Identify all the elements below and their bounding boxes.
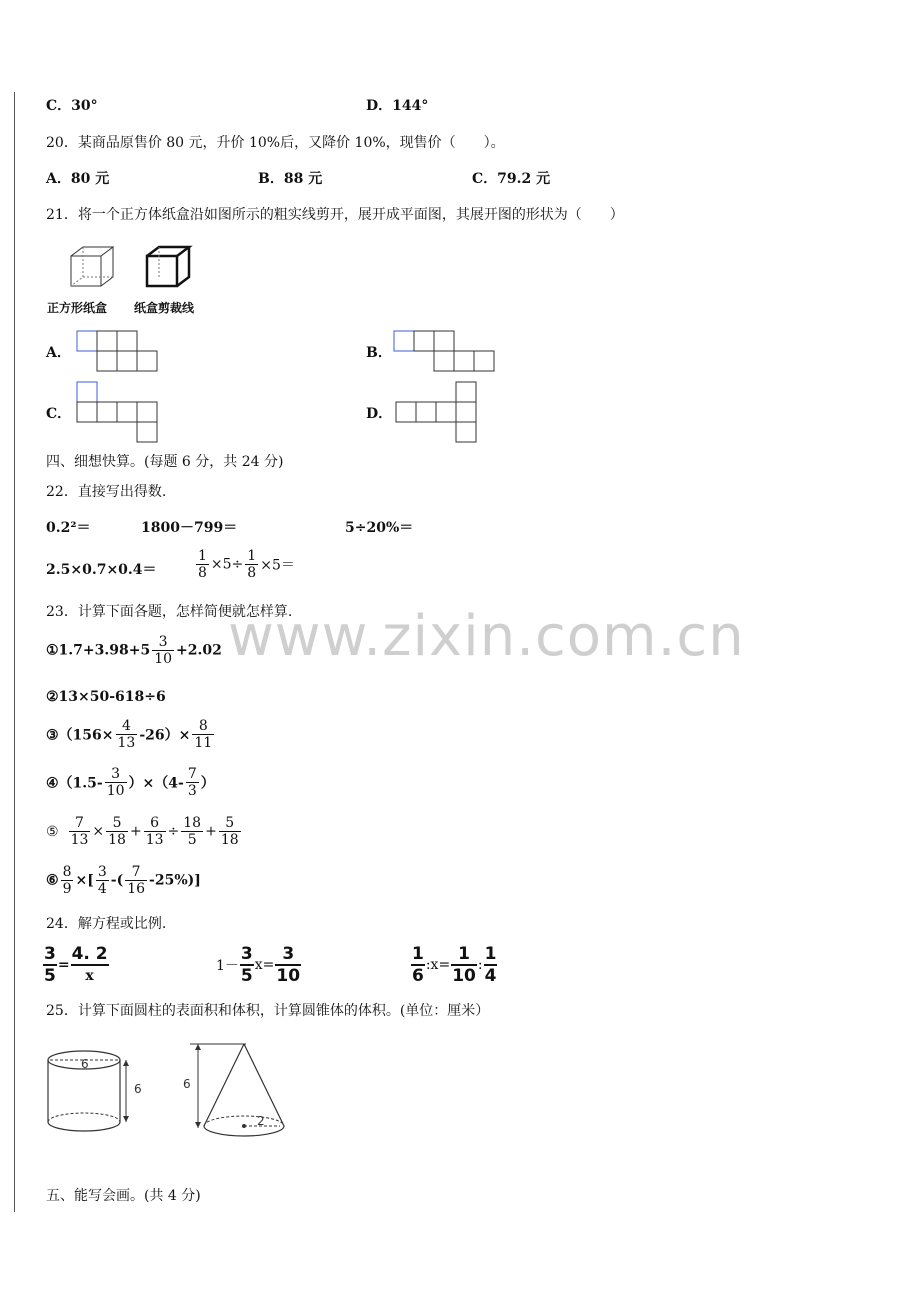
q22-expr-4: 2.5×0.7×0.4＝	[46, 562, 157, 578]
q21-option-a-label: A．	[46, 345, 71, 361]
q19-option-c: C．30°	[46, 98, 98, 114]
q21-net-c	[76, 381, 160, 445]
fraction: $\frac{3}{10}$	[154, 634, 173, 667]
fraction: $\frac{7}{16}$	[127, 864, 146, 897]
fraction: $\frac{5}{18}$	[220, 815, 239, 848]
fraction: 4. 2 x	[71, 944, 108, 984]
q24-stem: 24．解方程或比例.	[46, 916, 167, 932]
q24-equation-1: $\frac{3}{5}$ = 4. 2 x	[44, 944, 108, 986]
fraction: $\frac{1}{10}$	[452, 944, 476, 986]
q21-option-c-label: C．	[46, 406, 72, 422]
fraction: $\frac{1}{4}$	[484, 944, 497, 986]
cylinder-diameter-label: 6	[81, 1057, 89, 1071]
q22-expr-3: 5÷20%＝	[345, 520, 414, 536]
fraction: $\frac{3}{10}$	[276, 944, 301, 986]
section-5-heading: 五、能写会画。(共 4 分)	[46, 1188, 201, 1204]
fraction: $\frac{3}{5}$	[44, 944, 56, 986]
cube-cut-lines-figure	[146, 246, 192, 288]
q25-stem: 25．计算下面圆柱的表面积和体积，计算圆锥体的体积。(单位：厘米）	[46, 1003, 490, 1019]
cone-radius-label: 2	[257, 1114, 265, 1128]
q21-stem: 21．将一个正方体纸盒沿如图所示的粗实线剪开，展开成平面图，其展开图的形状为（ ）	[46, 207, 624, 223]
section-4-heading: 四、细想快算。(每题 6 分，共 24 分)	[46, 454, 284, 470]
q20-option-a: A．80 元	[46, 171, 110, 187]
fraction: $\frac{1}{8}$	[198, 548, 207, 581]
fraction: $\frac{7}{3}$	[187, 766, 197, 799]
q20-stem: 20．某商品原售价 80 元，升价 10%后，又降价 10%，现售价（ ）。	[46, 135, 505, 151]
q20-option-b: B．88 元	[258, 171, 323, 187]
q21-net-d	[395, 381, 479, 445]
q19-option-d: D．144°	[366, 98, 429, 114]
q21-option-b-label: B．	[366, 345, 392, 361]
fraction: $\frac{18}{5}$	[183, 815, 202, 848]
q23-stem: 23．计算下面各题，怎样简便就怎样算.	[46, 604, 293, 620]
q22-expr-5: $\frac{1}{8}$ ×5÷ $\frac{1}{8}$ ×5＝	[198, 548, 295, 581]
fraction: $\frac{8}{9}$	[62, 864, 72, 897]
fraction: $\frac{1}{6}$	[412, 944, 424, 986]
fraction: $\frac{1}{8}$	[247, 548, 257, 581]
fraction: $\frac{6}{13}$	[145, 815, 164, 848]
q23-item-5: ⑤ $\frac{7}{13}$ × $\frac{5}{18}$ + $\frac{6}{13}$ ÷ $\frac{18}{5}$ + $\frac{5}{18}$	[46, 815, 239, 848]
fraction: $\frac{3}{4}$	[97, 864, 107, 897]
q23-item-2: ②13×50-618÷6	[46, 689, 166, 705]
q22-expr-2: 1800－799＝	[141, 520, 238, 536]
q23-item-1: ①1.7+3.98+5 $\frac{3}{10}$ +2.02	[46, 634, 222, 667]
cone-figure	[186, 1040, 290, 1140]
fraction: $\frac{3}{10}$	[106, 766, 125, 799]
fraction: $\frac{3}{5}$	[240, 944, 253, 986]
watermark: www.zixin.com.cn	[228, 604, 745, 669]
cube-caption-left: 正方形纸盒	[47, 301, 108, 315]
cylinder-height-label: 6	[134, 1082, 142, 1096]
q21-net-a	[76, 330, 160, 374]
q24-equation-2: 1－ $\frac{3}{5}$ x= $\frac{3}{10}$	[216, 944, 301, 986]
cube-caption-right: 纸盒剪裁线	[134, 301, 195, 315]
fraction: $\frac{5}{18}$	[108, 815, 126, 848]
fraction: $\frac{7}{13}$	[70, 815, 89, 848]
q21-option-d-label: D．	[366, 406, 393, 422]
fraction: $\frac{4}{13}$	[117, 718, 136, 751]
q23-item-3: ③（156× $\frac{4}{13}$ -26）× $\frac{8}{11}$	[46, 718, 213, 751]
cube-box-figure	[70, 246, 116, 288]
q24-equation-3: $\frac{1}{6}$ :x= $\frac{1}{10}$ : $\frac{1}{4}$	[412, 944, 497, 986]
q22-stem: 22．直接写出得数.	[46, 484, 167, 500]
binding-margin-line	[14, 92, 15, 1212]
cone-height-label: 6	[183, 1077, 191, 1091]
q23-item-4: ④（1.5- $\frac{3}{10}$ ）×（4- $\frac{7}{3}$ ）	[46, 766, 215, 799]
fraction: $\frac{8}{11}$	[194, 718, 213, 751]
q21-net-b	[393, 330, 497, 374]
q20-option-c: C．79.2 元	[472, 171, 551, 187]
q22-expr-1: 0.2²＝	[46, 520, 91, 536]
q23-item-6: ⑥ $\frac{8}{9}$ ×[ $\frac{3}{4}$ -( $\frac{7}{16}$ -25%)]	[46, 864, 201, 897]
